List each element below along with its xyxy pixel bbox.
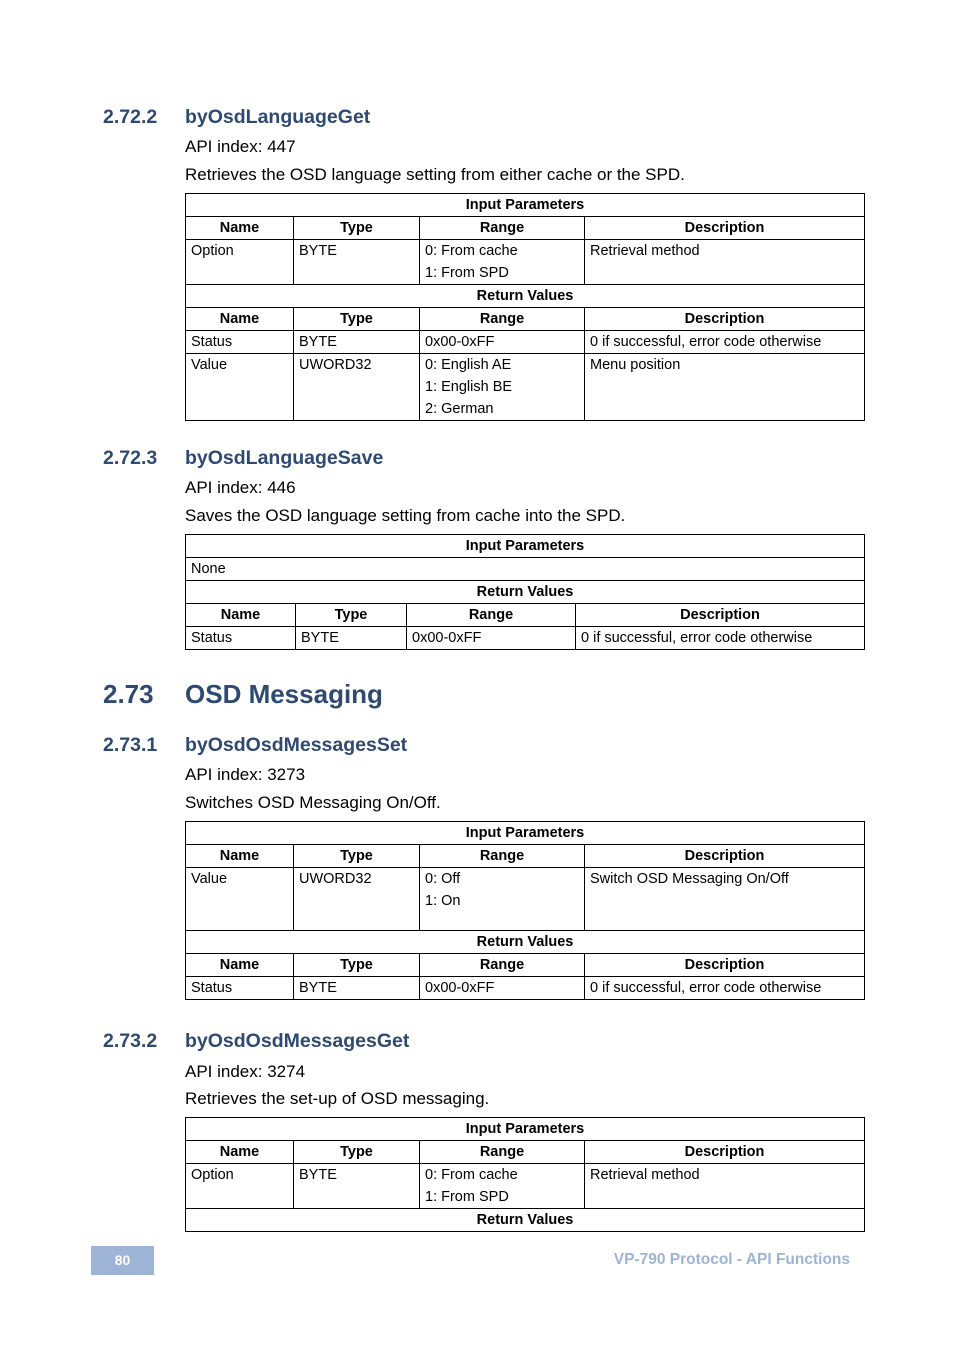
input-parameters-header: Input Parameters xyxy=(186,194,865,217)
column-header: Type xyxy=(294,308,420,331)
column-header: Type xyxy=(294,845,420,868)
range-line: 1: From SPD xyxy=(425,1189,509,1205)
api-index: API index: 447 xyxy=(185,137,296,156)
param-description: Retrieval method xyxy=(585,240,865,285)
chapter-heading xyxy=(103,679,383,710)
section-heading xyxy=(103,447,383,470)
param-name: Option xyxy=(186,240,294,285)
input-parameters-header: Input Parameters xyxy=(186,535,865,558)
return-description: 0 if successful, error code otherwise xyxy=(585,331,865,354)
return-description: 0 if successful, error code otherwise xyxy=(585,977,865,1000)
range-line: 1: From SPD xyxy=(425,265,509,281)
column-header: Range xyxy=(420,845,585,868)
param-range xyxy=(420,1164,585,1209)
range-line: 2: German xyxy=(425,401,494,417)
param-type: BYTE xyxy=(294,240,420,285)
column-header: Range xyxy=(420,954,585,977)
return-range xyxy=(420,354,585,421)
input-none: None xyxy=(186,558,865,581)
section-number: 2.73.1 xyxy=(103,734,158,756)
column-header: Name xyxy=(186,954,294,977)
column-header: Name xyxy=(186,1141,294,1164)
range-line: 0: From cache xyxy=(425,243,518,259)
return-type: BYTE xyxy=(294,977,420,1000)
return-values-header: Return Values xyxy=(186,285,865,308)
column-header: Type xyxy=(294,217,420,240)
range-line: 0: Off xyxy=(425,871,461,887)
return-name: Status xyxy=(186,331,294,354)
table-row xyxy=(186,977,865,1000)
section-heading xyxy=(103,106,370,129)
chapter-title: OSD Messaging xyxy=(185,679,383,709)
return-description: 0 if successful, error code otherwise xyxy=(576,627,865,650)
return-range: 0x00-0xFF xyxy=(420,331,585,354)
section-description: Retrieves the set-up of OSD messaging. xyxy=(185,1089,490,1108)
input-parameters-header: Input Parameters xyxy=(186,822,865,845)
range-line: 0: English AE xyxy=(425,357,512,373)
return-range: 0x00-0xFF xyxy=(407,627,576,650)
section-description: Retrieves the OSD language setting from either cache or the SPD. xyxy=(185,165,685,184)
return-range: 0x00-0xFF xyxy=(420,977,585,1000)
column-header: Range xyxy=(420,308,585,331)
param-description: Retrieval method xyxy=(585,1164,865,1209)
column-header: Range xyxy=(420,217,585,240)
return-values-header: Return Values xyxy=(186,581,865,604)
param-type: UWORD32 xyxy=(294,868,420,931)
return-type: UWORD32 xyxy=(294,354,420,421)
column-header: Name xyxy=(186,845,294,868)
column-header: Description xyxy=(576,604,865,627)
parameters-table xyxy=(185,193,865,421)
section-heading xyxy=(103,1030,409,1053)
param-range xyxy=(420,240,585,285)
section-title: byOsdOsdMessagesSet xyxy=(185,734,408,756)
chapter-number: 2.73 xyxy=(103,679,154,709)
footer-title: VP-790 Protocol - API Functions xyxy=(613,1251,850,1268)
return-type: BYTE xyxy=(296,627,407,650)
param-range xyxy=(420,868,585,931)
section-title: byOsdOsdMessagesGet xyxy=(185,1030,410,1052)
param-description: Switch OSD Messaging On/Off xyxy=(585,868,865,931)
table-row xyxy=(186,354,865,421)
section-description: Switches OSD Messaging On/Off. xyxy=(185,793,441,812)
column-header: Description xyxy=(585,217,865,240)
param-name: Value xyxy=(186,868,294,931)
return-type: BYTE xyxy=(294,331,420,354)
column-header: Range xyxy=(420,1141,585,1164)
column-header: Description xyxy=(585,845,865,868)
table-row xyxy=(186,331,865,354)
column-header: Description xyxy=(585,308,865,331)
param-name: Option xyxy=(186,1164,294,1209)
parameters-table xyxy=(185,534,865,650)
return-name: Status xyxy=(186,627,296,650)
page-number: 80 xyxy=(91,1246,154,1275)
section-number: 2.73.2 xyxy=(103,1030,158,1052)
range-line: 0: From cache xyxy=(425,1167,518,1183)
column-header: Name xyxy=(186,308,294,331)
column-header: Type xyxy=(296,604,407,627)
api-index: API index: 3273 xyxy=(185,765,306,784)
parameters-table xyxy=(185,821,865,1000)
column-header: Description xyxy=(585,1141,865,1164)
range-line: 1: On xyxy=(425,893,461,909)
return-name: Value xyxy=(186,354,294,421)
return-name: Status xyxy=(186,977,294,1000)
column-header: Name xyxy=(186,217,294,240)
return-description: Menu position xyxy=(585,354,865,421)
api-index: API index: 3274 xyxy=(185,1062,306,1081)
param-type: BYTE xyxy=(294,1164,420,1209)
input-parameters-header: Input Parameters xyxy=(186,1118,865,1141)
section-number: 2.72.3 xyxy=(103,447,158,469)
parameters-table xyxy=(185,1117,865,1232)
return-values-header: Return Values xyxy=(186,931,865,954)
section-title: byOsdLanguageSave xyxy=(185,447,384,469)
section-heading xyxy=(103,734,407,757)
table-row xyxy=(186,868,865,931)
return-values-header: Return Values xyxy=(186,1209,865,1232)
column-header: Description xyxy=(585,954,865,977)
column-header: Type xyxy=(294,1141,420,1164)
column-header: Name xyxy=(186,604,296,627)
range-line: 1: English BE xyxy=(425,379,513,395)
api-index: API index: 446 xyxy=(185,478,296,497)
table-row xyxy=(186,240,865,285)
column-header: Range xyxy=(407,604,576,627)
section-number: 2.72.2 xyxy=(103,106,158,128)
section-title: byOsdLanguageGet xyxy=(185,106,371,128)
section-description: Saves the OSD language setting from cache into the SPD. xyxy=(185,506,626,525)
table-row xyxy=(186,627,865,650)
table-row xyxy=(186,1164,865,1209)
column-header: Type xyxy=(294,954,420,977)
